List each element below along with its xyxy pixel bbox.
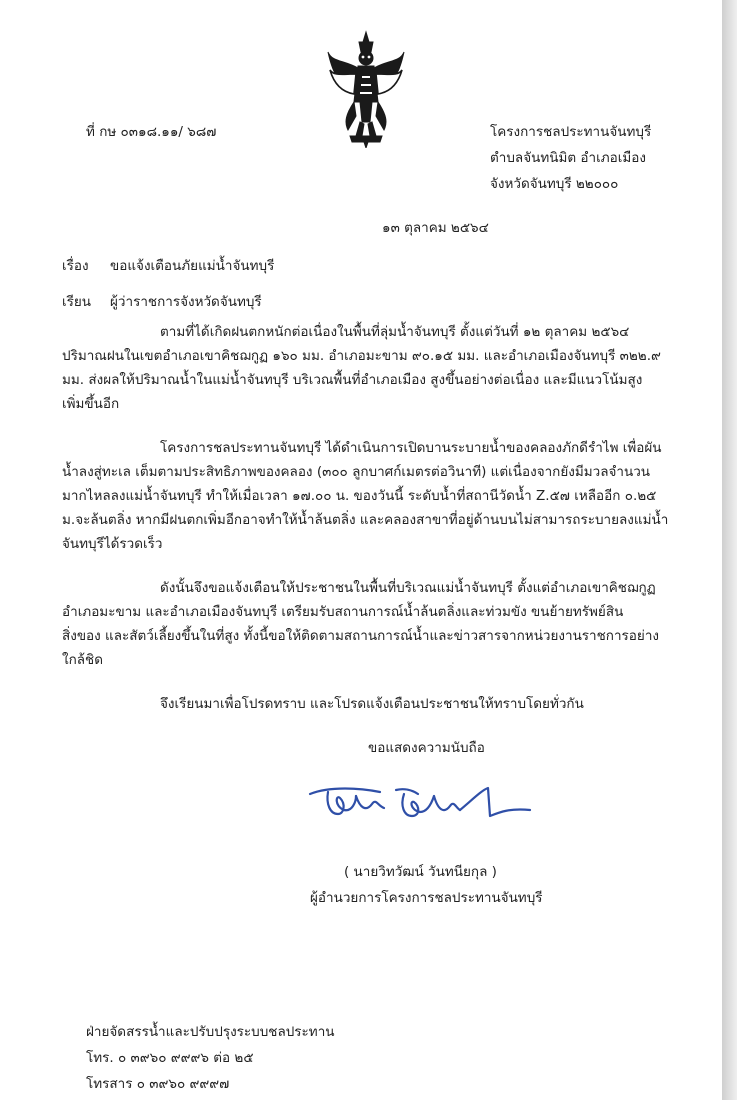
paragraph-1-line: ปริมาณฝนในเขตอำเภอเขาคิชฌกูฏ ๑๖๐ มม. อำเภอมะขาม ๙๐.๑๕ มม. และอำเภอเมืองจันทบุรี ๓๒๒.๙ xyxy=(62,348,661,364)
paragraph-3-line: ดังนั้นจึงขอแจ้งเตือนให้ประชาชนในพื้นที่บริเวณแม่น้ำจันทบุรี ตั้งแต่อำเภอเขาคิชฌกูฏ xyxy=(160,580,656,596)
subject-text: ขอแจ้งเตือนภัยแม่น้ำจันทบุรี xyxy=(110,258,275,274)
paragraph-2-line: มากไหลลงแม่น้ำจันทบุรี ทำให้เมื่อเวลา ๑๗.๐๐ น. ของวันนี้ ระดับน้ำที่สถานีวัดน้ำ Z.๕๗ เหลืออีก ๐.๒๕ xyxy=(62,488,657,504)
paragraph-2-line: ม.จะล้นตลิ่ง หากมีฝนตกเพิ่มอีกอาจทำให้น้ำล้นตลิ่ง และคลองสาขาที่อยู่ด้านบนไม่สามารถระบายลงแม่น้ำ xyxy=(62,512,669,528)
garuda-emblem-icon xyxy=(326,30,406,148)
paragraph-3-line: อำเภอมะขาม และอำเภอเมืองจันทบุรี เตรียมรับสถานการณ์น้ำล้นตลิ่งและท่วมขัง ขนย้ายทรัพย์สิน xyxy=(62,604,624,620)
page-edge-shadow xyxy=(722,0,737,1100)
footer-department: ฝ่ายจัดสรรน้ำและปรับปรุงระบบชลประทาน xyxy=(86,1024,335,1040)
paragraph-3-line: สิ่งของ และสัตว์เลี้ยงขึ้นในที่สูง ทั้งนี้ขอให้ติดตามสถานการณ์น้ำและข่าวสารจากหน่วยงานราชการอย่าง xyxy=(62,628,659,644)
signer-name: ( นายวิทวัฒน์ วันทนียกุล ) xyxy=(344,864,497,880)
paragraph-1-line: เพิ่มขึ้นอีก xyxy=(62,396,120,412)
org-address-line-2: ตำบลจันทนิมิต อำเภอเมือง xyxy=(490,150,646,166)
paragraph-2-line: โครงการชลประทานจันทบุรี ได้ดำเนินการเปิดบานระบายน้ำของคลองภักดีรำไพ เพื่อผัน xyxy=(160,440,662,456)
org-address-line-1: โครงการชลประทานจันทบุรี xyxy=(490,124,652,140)
paragraph-3-line: ใกล้ชิด xyxy=(62,652,103,668)
letter-date: ๑๓ ตุลาคม ๒๕๖๔ xyxy=(382,220,489,236)
paragraph-2-line: น้ำลงสู่ทะเล เต็มตามประสิทธิภาพของคลอง (๓๐๐ ลูกบาศก์เมตรต่อวินาที) แต่เนื่องจากยังมีมวลจำนวน xyxy=(62,464,651,480)
recipient-text: ผู้ว่าราชการจังหวัดจันทบุรี xyxy=(110,294,262,310)
footer-fax: โทรสาร ๐ ๓๙๖๐ ๙๙๙๗ xyxy=(86,1076,230,1092)
paragraph-2-line: จันทบุรีได้รวดเร็ว xyxy=(62,536,163,552)
reference-number: ที่ กษ ๐๓๑๘.๑๑/ ๖๘๗ xyxy=(86,124,217,140)
footer-phone: โทร. ๐ ๓๙๖๐ ๙๙๙๖ ต่อ ๒๕ xyxy=(86,1050,254,1066)
signer-title: ผู้อำนวยการโครงการชลประทานจันทบุรี xyxy=(310,890,543,906)
handwritten-signature xyxy=(300,780,560,840)
paragraph-1-line: มม. ส่งผลให้ปริมาณน้ำในแม่น้ำจันทบุรี บริเวณพื้นที่อำเภอเมือง สูงขึ้นอย่างต่อเนื่อง และมีแนวโน้มสูง xyxy=(62,372,643,388)
org-address-line-3: จังหวัดจันทบุรี ๒๒๐๐๐ xyxy=(490,176,619,192)
subject-label: เรื่อง xyxy=(62,258,89,274)
closing-salutation: ขอแสดงความนับถือ xyxy=(368,740,485,756)
paragraph-4: จึงเรียนมาเพื่อโปรดทราบ และโปรดแจ้งเตือนประชาชนให้ทราบโดยทั่วกัน xyxy=(160,696,584,712)
recipient-label: เรียน xyxy=(62,294,92,310)
paragraph-1-line: ตามที่ได้เกิดฝนตกหนักต่อเนื่องในพื้นที่ลุ่มน้ำจันทบุรี ตั้งแต่วันที่ ๑๒ ตุลาคม ๒๕๖๔ xyxy=(160,324,630,340)
